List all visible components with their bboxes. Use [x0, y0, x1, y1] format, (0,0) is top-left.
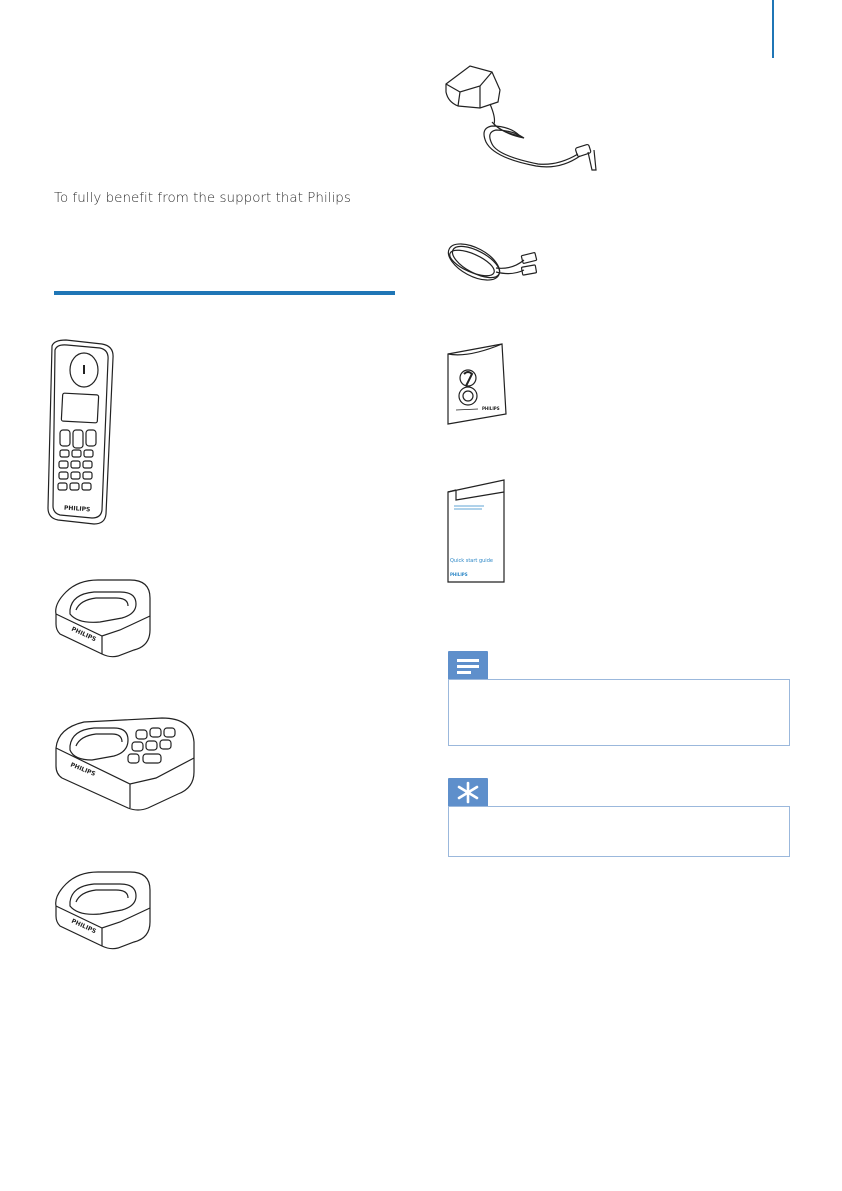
- section-heading-bar: [54, 291, 395, 295]
- guide-brand: PHILIPS: [450, 572, 468, 577]
- base-brand: PHILIPS: [69, 761, 97, 778]
- intro-text: To fully benefit from the support that Philips: [54, 191, 351, 206]
- tip-icon: [448, 778, 488, 807]
- warranty-booklet-illustration: [444, 342, 509, 426]
- charger-illustration: [50, 570, 160, 660]
- tip-box: [448, 806, 790, 857]
- base-station-illustration: [52, 712, 202, 817]
- note-box: [448, 679, 790, 746]
- charger-illustration-2: [50, 862, 160, 952]
- line-cable-illustration: [442, 230, 552, 292]
- quick-start-guide-illustration: [446, 478, 508, 586]
- note-icon: [448, 651, 488, 680]
- charger-brand: PHILIPS: [70, 625, 98, 644]
- booklet-brand: PHILIPS: [482, 406, 500, 411]
- guide-title: Quick start guide: [450, 558, 493, 564]
- charger2-brand: PHILIPS: [70, 917, 98, 936]
- handset-illustration: [40, 338, 125, 528]
- power-adapter-illustration: [440, 62, 610, 184]
- handset-brand: PHILIPS: [63, 504, 91, 514]
